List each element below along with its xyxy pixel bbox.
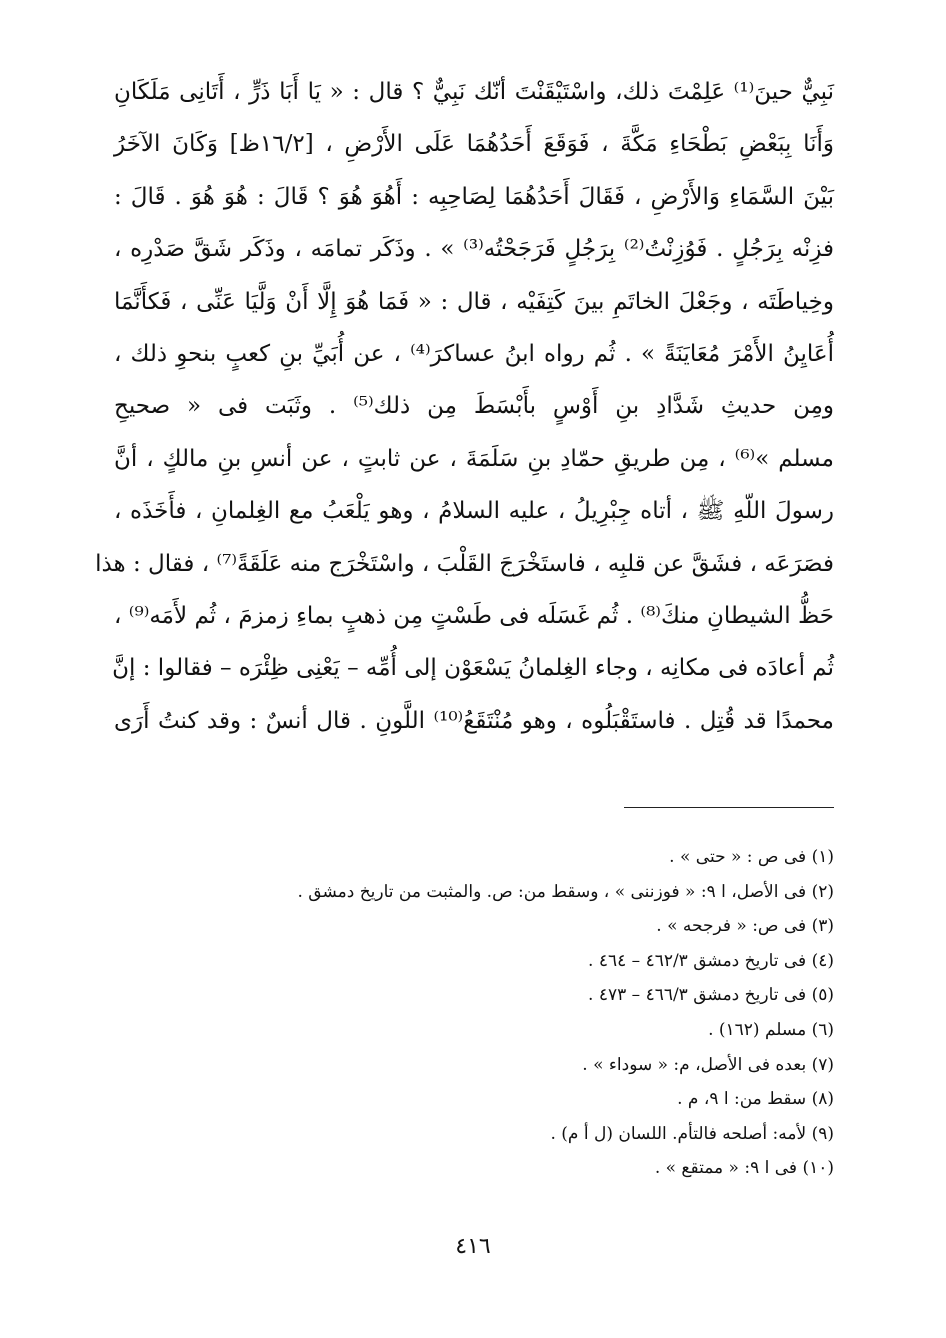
footnote: (٢) فى الأصل، ا ٩: « فوزننى » ، وسقط من: ص. والمثبت من تاريخ دمشق . [297, 881, 834, 902]
footnotes-block [114, 840, 834, 1186]
text-line: مسلم »⁽⁶⁾ ، مِن طريقِ حمّادِ بنِ سَلَمَةَ ، عن ثابتٍ ، عن أنسِ بنِ مالكٍ ، أنَّ [114, 445, 834, 472]
main-text-block [95, 66, 835, 747]
footnote: (٤) فى تاريخ دمشق ٤٦٢/٣ – ٤٦٤ . [588, 950, 834, 971]
text-line: محمدًا قد قُتِل . فاستَقْبَلُوه ، وهو مُنْتَقَعُ⁽¹⁰⁾ اللَّونِ . قال أنسٌ : وقد كنتُ أَرَى [114, 707, 834, 734]
footnote: (٥) فى تاريخ دمشق ٤٦٦/٣ – ٤٧٣ . [588, 985, 834, 1006]
text-line: فصَرَعَه ، فشَقَّ عن قلبِه ، فاستَخْرَجَ القَلْبَ ، واسْتَخْرَج منه عَلَقَةً⁽⁷⁾ ، فقال : هذا [95, 550, 834, 577]
footnote: (١) فى ص : « حتى » . [669, 847, 834, 867]
footnote: (٣) فى ص: « فرجحه » . [656, 916, 834, 937]
text-line: ثُم أعادَه فى مكانِه ، وجاء الغِلمانُ يَسْعَوْن إلى أُمِّه – يَعْنِى ظِئْرَه – فقالوا : إنَّ [112, 655, 834, 682]
text-line: نَبِيٌّ حينَ⁽¹⁾ عَلِمْتَ ذلك، واسْتَيْقَنْتَ أنّك نَبِيٌّ ؟ قال : « يَا أَبَا ذَرٍّ ، أَتَانِى مَلَكَانِ [114, 79, 835, 105]
footnote: (٨) سقط من: ا ٩، م . [677, 1089, 834, 1110]
text-line: وخِياطَتَه ، وجَعْلَ الخاتَمِ بينَ كَتِفَيْه ، قال : « فَمَا هُوَ إِلَّا أَنْ وَلَّيَا عَنِّى ، فَكأَنَّمَا [114, 288, 834, 315]
text-line: حَظُّ الشيطانِ منكَ⁽⁸⁾ . ثُم غَسَلَه فى طَسْتٍ مِن ذهبٍ بماءِ زمزمَ ، ثُم لأَمَه⁽⁹⁾ ، [114, 602, 834, 629]
text-line: بَيْنَ السَّمَاءِ وَالأَرْضِ ، فَقَالَ أَحَدُهُمَا لِصَاحِبِه : أَهُوَ هُوَ ؟ قَالَ : هُوَ هُوَ . قَالَ : [114, 183, 834, 210]
footnote-separator [624, 807, 834, 808]
footnote: (١٠) فى ا ٩: « ممتقع » . [654, 1158, 834, 1179]
page-number: ٤١٦ [455, 1234, 491, 1259]
footnote: (٧) بعده فى الأصل، م: « سوداء » . [582, 1054, 834, 1075]
text-line: رسولَ اللّهِ ﷺ ، أتاه جِبْرِيلُ ، عليه السلامُ ، وهو يَلْعَبُ مع الغِلمانِ ، فأَخَذَه ، [114, 498, 834, 525]
footnote: (٩) لأمه: أصلحه فالتأم. اللسان (ل أ م) . [550, 1123, 834, 1144]
text-line: وَأَنَا بِبَعْضِ بَطْحَاءِ مَكَّةَ ، فَوَقَعَ أَحَدُهُمَا عَلَى الأَرْضِ ، [١٦/٢ظ] وَكَانَ الآخَرُ [114, 131, 834, 158]
footnote: (٦) مسلم (١٦٢) . [708, 1019, 834, 1040]
text-line: أُعَايِنُ الأَمْرَ مُعَايَنَةً » . ثُم رواه ابنُ عساكرَ⁽⁴⁾ ، عن أُبَيِّ بنِ كعبٍ بنحوِ ذلك ، [114, 340, 834, 367]
text-line: ومِن حديثِ شَدَّادِ بنِ أَوْسٍ بأَبْسَطَ مِن ذلك⁽⁵⁾ . وثَبَت فى « صحيحِ [114, 393, 835, 420]
text-line: فزِنْه بِرَجُلٍ . فَوُزِنْتُ⁽²⁾ بِرَجُلٍ فَرَجَحْتُه⁽³⁾ » . وذَكَر تمامَه ، وذَكَر شَقَّ صَدْرِه ، [114, 236, 835, 263]
